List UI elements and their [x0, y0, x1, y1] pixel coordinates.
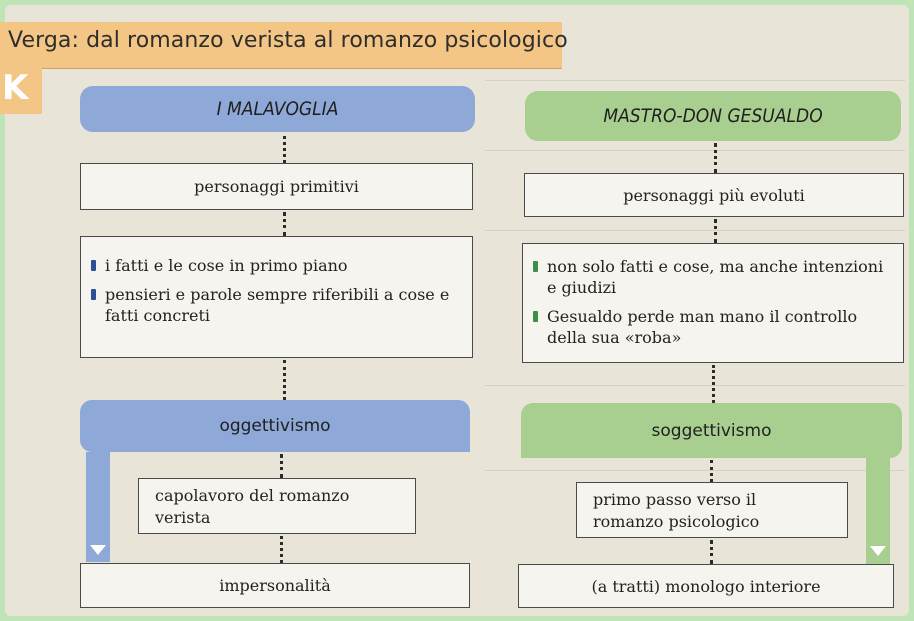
connector	[283, 136, 286, 163]
bullet-icon	[533, 261, 538, 272]
list-item	[533, 256, 893, 298]
connector	[712, 365, 715, 403]
note-box-left	[138, 478, 416, 534]
characters-left: personaggi primitivi	[194, 177, 359, 196]
points-box-left	[80, 236, 473, 358]
bg-line	[485, 385, 905, 386]
characters-box-left	[80, 163, 473, 210]
result-box-right	[518, 564, 894, 608]
bullet-icon	[533, 311, 538, 322]
connector	[714, 143, 717, 173]
list-item	[533, 306, 893, 348]
connector	[714, 219, 717, 243]
bg-line	[485, 230, 905, 231]
bullet-icon	[91, 260, 96, 271]
connector	[710, 540, 713, 564]
note-right: primo passo verso il romanzo psicologico	[593, 490, 760, 531]
arrow-down-icon	[90, 545, 106, 555]
connector	[283, 212, 286, 236]
point-text: i fatti e le cose in primo piano	[105, 256, 348, 275]
note-left: capolavoro del romanzo verista	[155, 486, 350, 527]
logo	[0, 64, 42, 114]
header-gesualdo-label: MASTRO-DON GESUALDO	[603, 105, 823, 127]
logo-icon: K	[2, 68, 29, 108]
connector	[280, 454, 283, 478]
bullet-icon	[91, 289, 96, 300]
note-box-right	[576, 482, 848, 538]
connector	[283, 360, 286, 400]
bg-line	[485, 470, 905, 471]
band-oggettivismo	[80, 400, 470, 452]
list-item	[91, 255, 462, 276]
bg-line	[485, 150, 905, 151]
result-left: impersonalità	[219, 576, 331, 595]
point-text: Gesualdo perde man mano il controllo della sua «roba»	[547, 307, 858, 347]
page-title: Verga: dal romanzo verista al romanzo psicologico	[8, 28, 568, 53]
header-mastro-don-gesualdo	[525, 91, 901, 141]
band-oggettivismo-label: oggettivismo	[219, 416, 331, 436]
header-malavoglia	[80, 86, 475, 132]
characters-right: personaggi più evoluti	[623, 185, 805, 205]
list-item	[91, 284, 462, 326]
bg-line	[485, 80, 905, 81]
connector	[710, 460, 713, 482]
characters-box-right	[524, 173, 904, 217]
band-soggettivismo	[521, 403, 902, 458]
points-box-right	[522, 243, 904, 363]
band-soggettivismo-label: soggettivismo	[651, 420, 772, 441]
result-box-left	[80, 563, 470, 608]
arrow-down-icon	[870, 546, 886, 556]
header-malavoglia-label: I MALAVOGLIA	[216, 98, 339, 120]
point-text: pensieri e parole sempre riferibili a cose e fatti concreti	[105, 285, 450, 325]
connector	[280, 536, 283, 563]
result-right: (a tratti) monologo interiore	[591, 576, 821, 596]
point-text: non solo fatti e cose, ma anche intenzioni e giudizi	[547, 257, 884, 297]
